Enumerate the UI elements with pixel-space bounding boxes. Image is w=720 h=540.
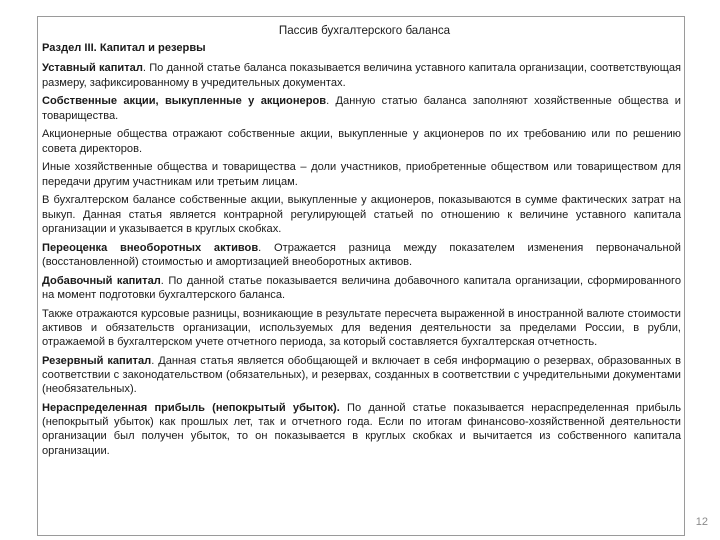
paragraph-text: Иные хозяйственные общества и товарищества – доли участников, приобретенные обществом или товариществом для передачи другим участникам или третьим лицам. [42,161,681,188]
paragraph-text: Акционерные общества отражают собственные акции, выкупленные у акционеров по их требованию или по решению совета директоров. [42,128,681,155]
text-frame [37,16,685,536]
paragraph-lead: Переоценка внеоборотных активов [42,241,259,254]
paragraph-additional-capital [42,274,681,302]
slide-title: Пассив бухгалтерского баланса [278,24,451,37]
paragraph-lead: Нераспределенная прибыль (непокрытый убыток). [42,402,340,414]
paragraph-text: . Данную статью баланса заполняют хозяйственные общества и товарищества. [42,95,681,122]
paragraph-own-shares [42,94,681,122]
paragraph-text: В бухгалтерском балансе собственные акции, выкупленные у акционеров, показываются в сумме фактических затрат на выкуп. Данная статья является контрарной регулирующей статьей по отношению к величине уставного капитала организации и указывается в круглых скобках. [42,194,681,235]
paragraph-text: Также отражаются курсовые разницы, возникающие в результате пересчета выраженной в иностранной валюте стоимости активов и обязательств организации, используемых для ведения деятельности за пределами России, в рубли, отражаемой в бухгалтерском учете отчетного периода, за который составляется бухгалтерская отчетность. [42,307,681,348]
paragraph-charter-capital [42,61,681,89]
paragraph-retained-earnings [42,401,681,458]
paragraph-revaluation [42,241,681,269]
paragraph-lead: Резервный капитал [42,354,152,367]
paragraph-text: . По данной статье показывается величина добавочного капитала организации, сформированного на момент подготовки бухгалтерского баланса. [42,274,682,301]
paragraph-reserve-capital [42,354,681,397]
paragraph-joint-stock [42,127,681,155]
paragraph-balance-sheet [42,193,681,236]
page-number: 12 [695,516,708,528]
paragraph-other-companies [42,160,681,188]
paragraph-text: По данной статье показывается нераспределенная прибыль (непокрытый убыток) как прошлых лет, так и отчетного года. Если по итогам финансово-хозяйственной деятельности организации был получен убыток, то он показывается в круглых скобках и вычитается из собственного капитала организации. [42,402,681,457]
paragraph-text: . По данной статье баланса показывается величина уставного капитала организации, соответствующая размеру, зафиксированному в учредительных документах. [42,62,681,89]
paragraph-lead: Добавочный капитал [42,274,161,287]
paragraph-exchange-differences [42,307,681,350]
section-heading: Раздел III. Капитал и резервы [42,42,206,54]
paragraph-lead: Собственные акции, выкупленные у акционеров [42,95,327,108]
paragraph-text: . Данная статья является обобщающей и включает в себя информацию о резервах, образованных в соответствии с законодательством (обязательных), и резервах, созданных в соответствии с учредительными документами (необязательных). [42,354,681,396]
paragraph-lead: Уставный капитал [42,62,143,75]
paragraph-text: . Отражается разница между показателем изменения первоначальной (восстановленной) стоимостью и амортизацией внеоборотных активов. [42,241,681,268]
